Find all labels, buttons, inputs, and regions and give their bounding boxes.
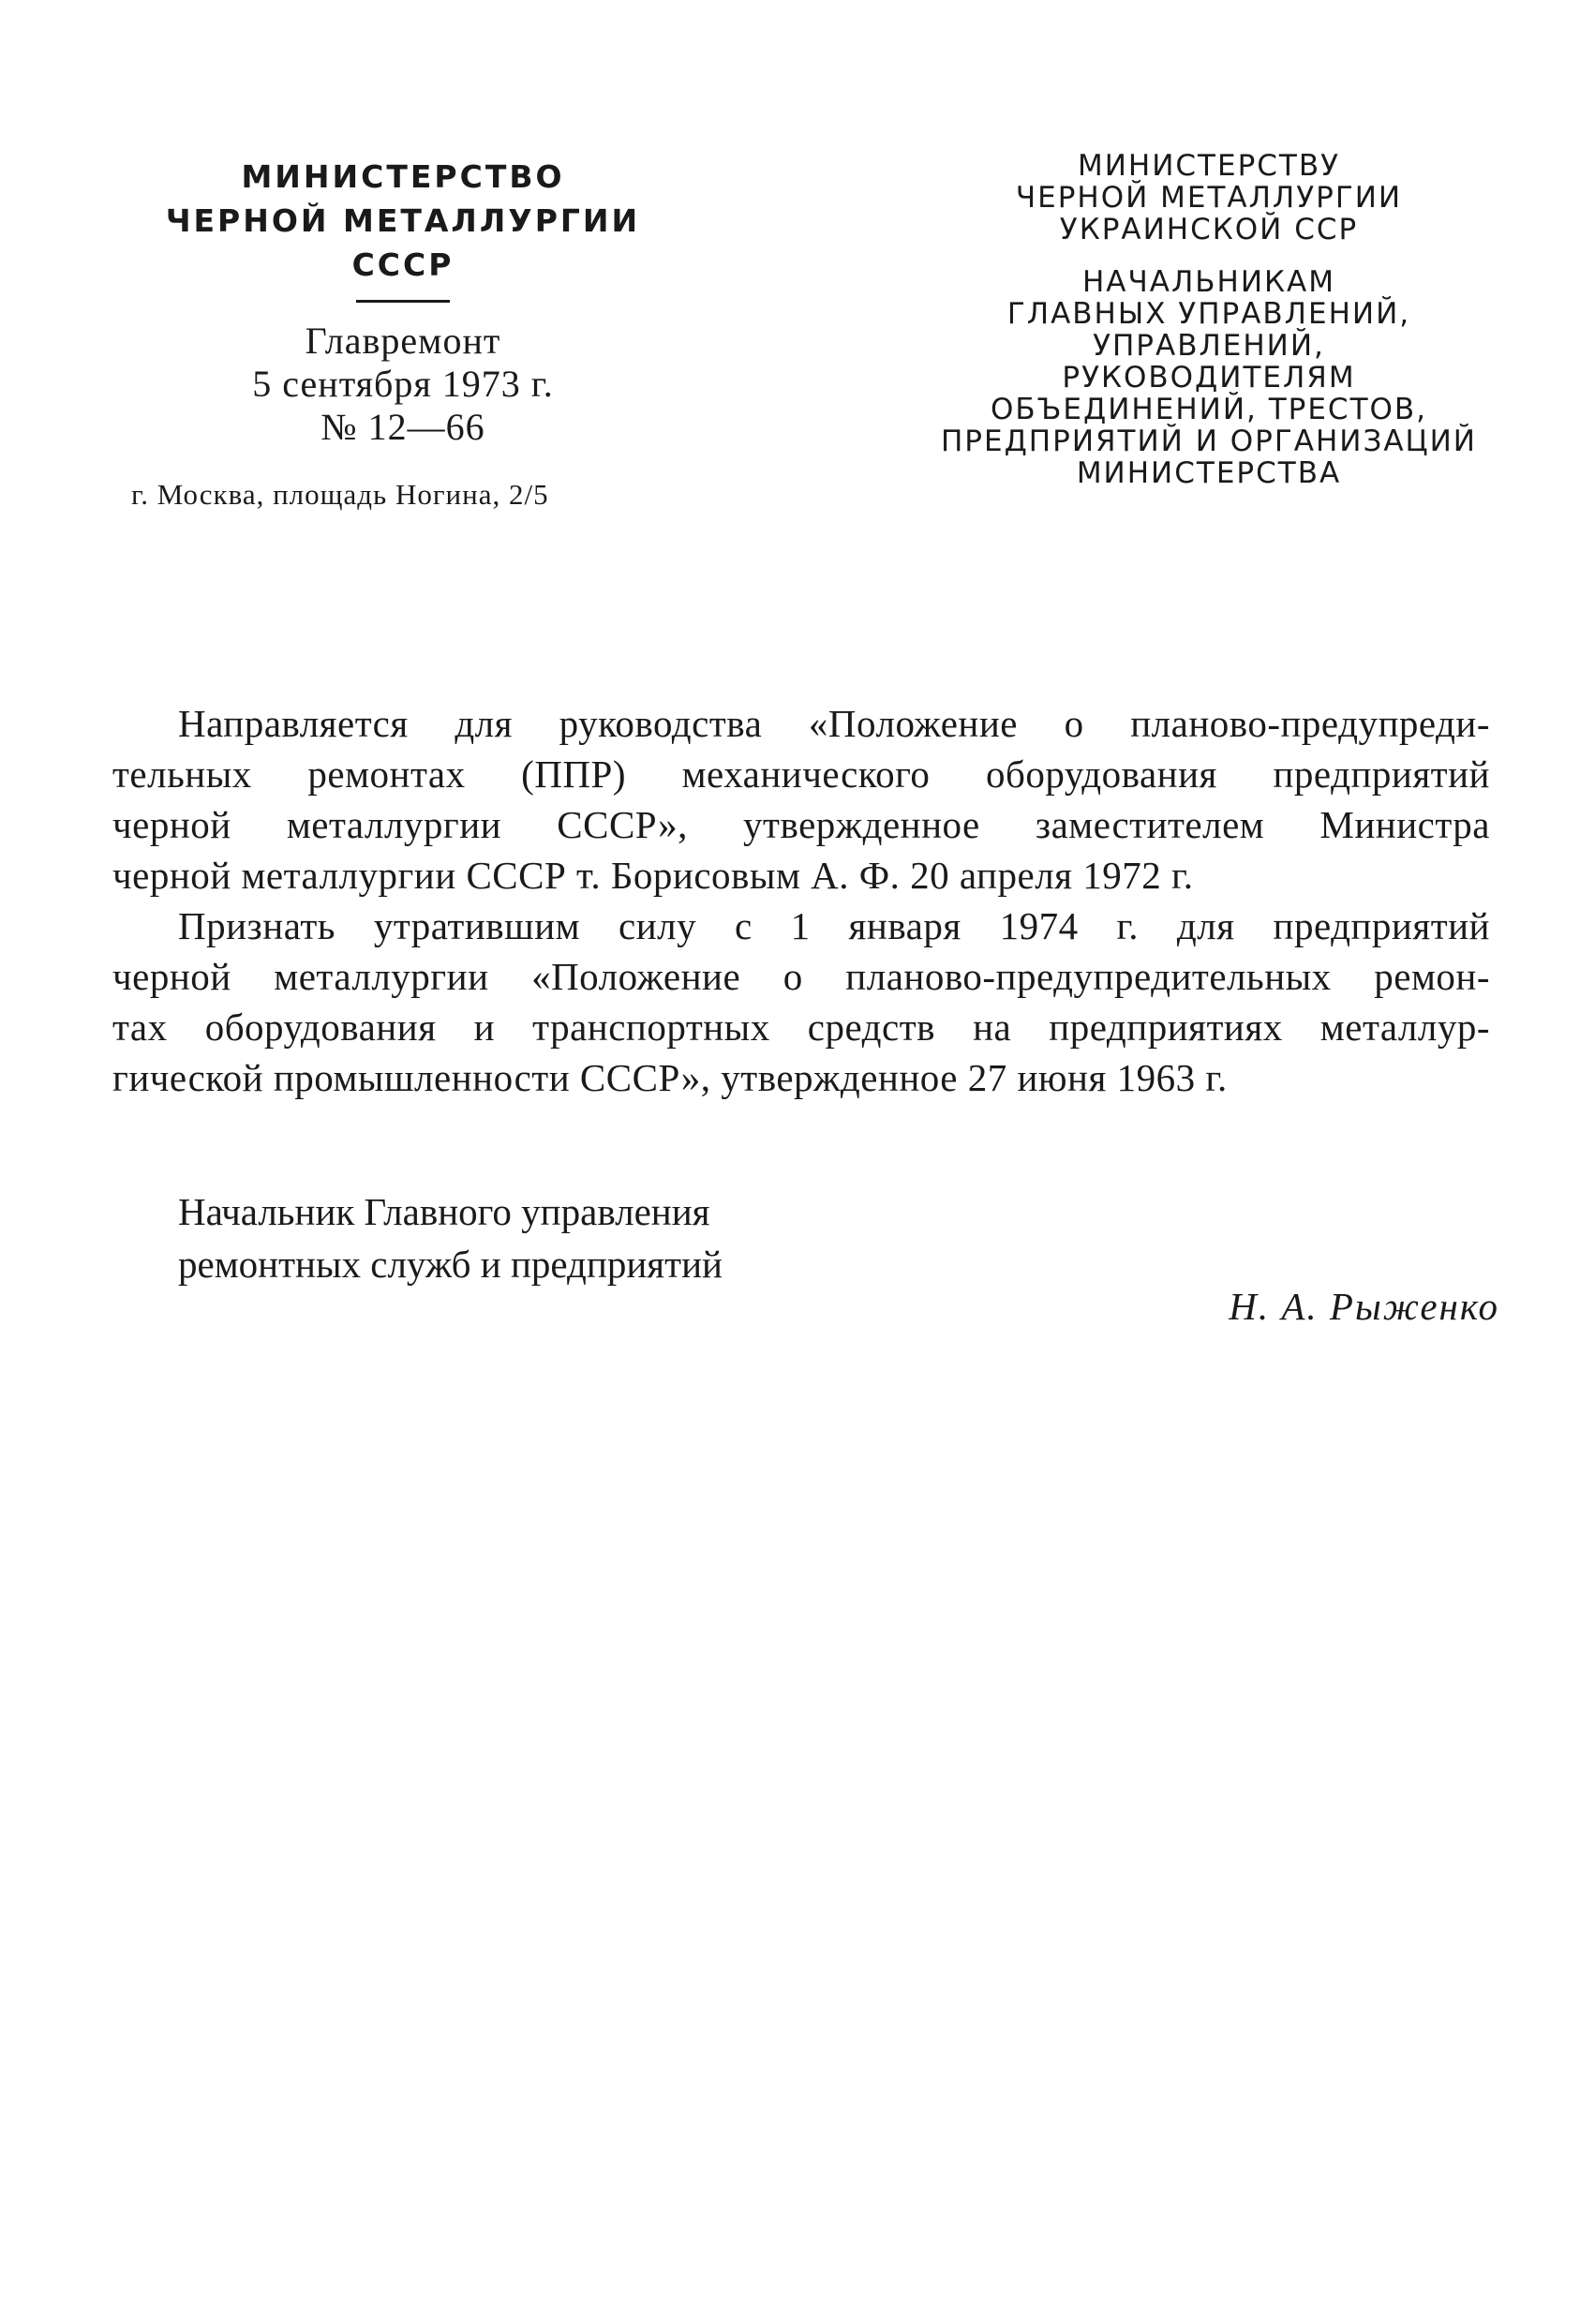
sender-address: г. Москва, площадь Ногина, 2/5 [131,478,549,511]
paragraph-1-line-2: тельных ремонтах (ППР) механического оборудования предприятий [112,752,1490,796]
recipient-ministry-line-3: УКРАИНСКОЙ ССР [1059,213,1359,246]
paragraph-2-line-4: гической промышленности СССР», утвержденное 27 июня 1963 г. [112,1056,1228,1099]
paragraph-2-line-2: черной металлургии «Положение о планово-предупредительных ремон- [112,955,1490,998]
paragraph-1-line-1: Направляется для руководства «Положение о планово-предупреди- [178,702,1490,745]
signatory-title-line-1: Начальник Главного управления [178,1190,710,1233]
signatory-title-line-2: ремонтных служб и предприятий [178,1243,723,1286]
signatory-title [178,1185,1021,1290]
recipient-ministry-line-1: МИНИСТЕРСТВУ [1077,149,1341,183]
paragraph-1-line-3: черной металлургии СССР», утвержденное заместителем Министра [112,803,1490,846]
recipient-line-5: ОБЪЕДИНЕНИЙ, ТРЕСТОВ, [990,393,1428,426]
recipient-header [890,150,1528,489]
recipient-line-4: РУКОВОДИТЕЛЯМ [1062,361,1356,395]
paragraph-2-line-3: тах оборудования и транспортных средств на предприятиях металлур- [112,1006,1490,1049]
sender-ministry-line-3: СССР [351,246,455,283]
sender-ministry-line-2: ЧЕРНОЙ МЕТАЛЛУРГИИ [165,202,641,239]
recipient-line-7: МИНИСТЕРСТВА [1076,456,1342,490]
recipient-gap [890,246,1528,266]
paragraph-1-line-4: черной металлургии СССР т. Борисовым А. Ф. 20 апреля 1972 г. [112,854,1194,897]
sender-ministry-line-1: МИНИСТЕРСТВО [241,158,565,195]
recipient-ministry-line-2: ЧЕРНОЙ МЕТАЛЛУРГИИ [1015,181,1403,215]
document-number: № 12—66 [320,406,485,448]
paragraph-2-line-1: Признать утратившим силу с 1 января 1974 г. для предприятий [178,904,1490,947]
signatory-name: Н. А. Рыженко [1229,1285,1499,1328]
recipient-line-1: НАЧАЛЬНИКАМ [1081,265,1335,299]
document-date: 5 сентября 1973 г. [252,363,554,405]
recipient-line-2: ГЛАВНЫХ УПРАВЛЕНИЙ, [1006,297,1411,331]
letter-body [112,698,1490,1103]
recipient-line-3: УПРАВЛЕНИЙ, [1093,329,1325,363]
recipient-line-6: ПРЕДПРИЯТИЙ И ОРГАНИЗАЦИЙ [941,425,1477,458]
sender-department: Главремонт [305,320,501,362]
header-divider [356,300,450,303]
sender-header [141,155,665,449]
